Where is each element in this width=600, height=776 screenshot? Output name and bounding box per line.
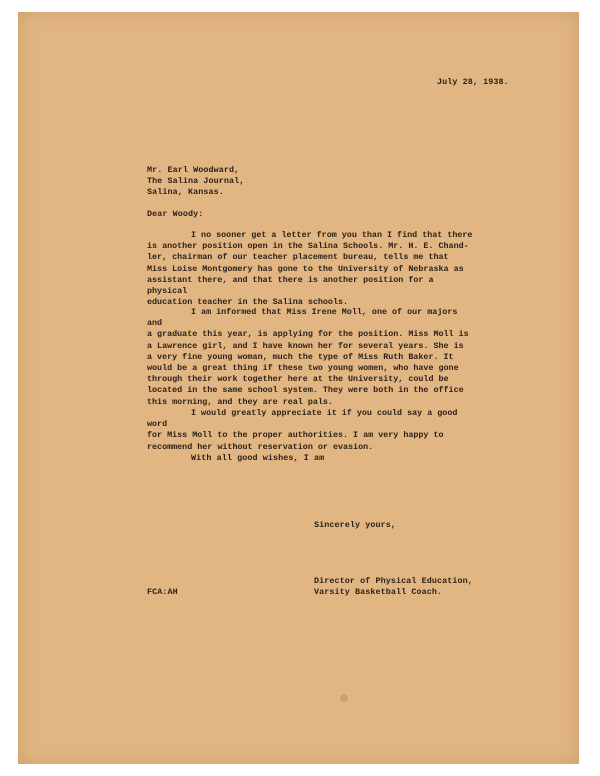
- typist-initials: FCA:AH: [147, 587, 178, 597]
- letter-date: July 28, 1938.: [437, 77, 509, 87]
- signature-title-2: Varsity Basketball Coach.: [314, 587, 443, 597]
- closing-wish: With all good wishes, I am: [191, 453, 325, 463]
- punch-hole-mark: [340, 694, 348, 702]
- paragraph-1: I no sooner get a letter from you than I find that there is another position open in the Salina Schools. Mr. H. E. Chand- ler, chairman of our teacher placement bureau, tells me that Miss Loise Montgomery has gone to the University of Nebraska as assistant there, and that there is another position for a physical education teacher in the Salina schools.: [147, 230, 473, 308]
- paragraph-2: I am informed that Miss Irene Moll, one of our majors and a graduate this year, is applying for the position. Miss Moll is a Lawrence girl, and I have known her for several years. She is a very fine young woman, much the type of Miss Ruth Baker. It would be a great thing if these two young women, who have gone through their work together here at the University, could be located in the same school system. They were both in the office this morning, and they are real pals.: [147, 307, 469, 407]
- signature-title-1: Director of Physical Education,: [314, 576, 473, 586]
- complimentary-close: Sincerely yours,: [314, 520, 397, 530]
- recipient-city: Salina, Kansas.: [147, 187, 224, 197]
- recipient-organization: The Salina Journal,: [147, 176, 245, 186]
- salutation: Dear Woody:: [147, 209, 204, 219]
- paragraph-3: I would greatly appreciate it if you could say a good word for Miss Moll to the proper authorities. I am very happy to recommend her without reservation or evasion.: [147, 408, 458, 452]
- recipient-name: Mr. Earl Woodward,: [147, 165, 240, 175]
